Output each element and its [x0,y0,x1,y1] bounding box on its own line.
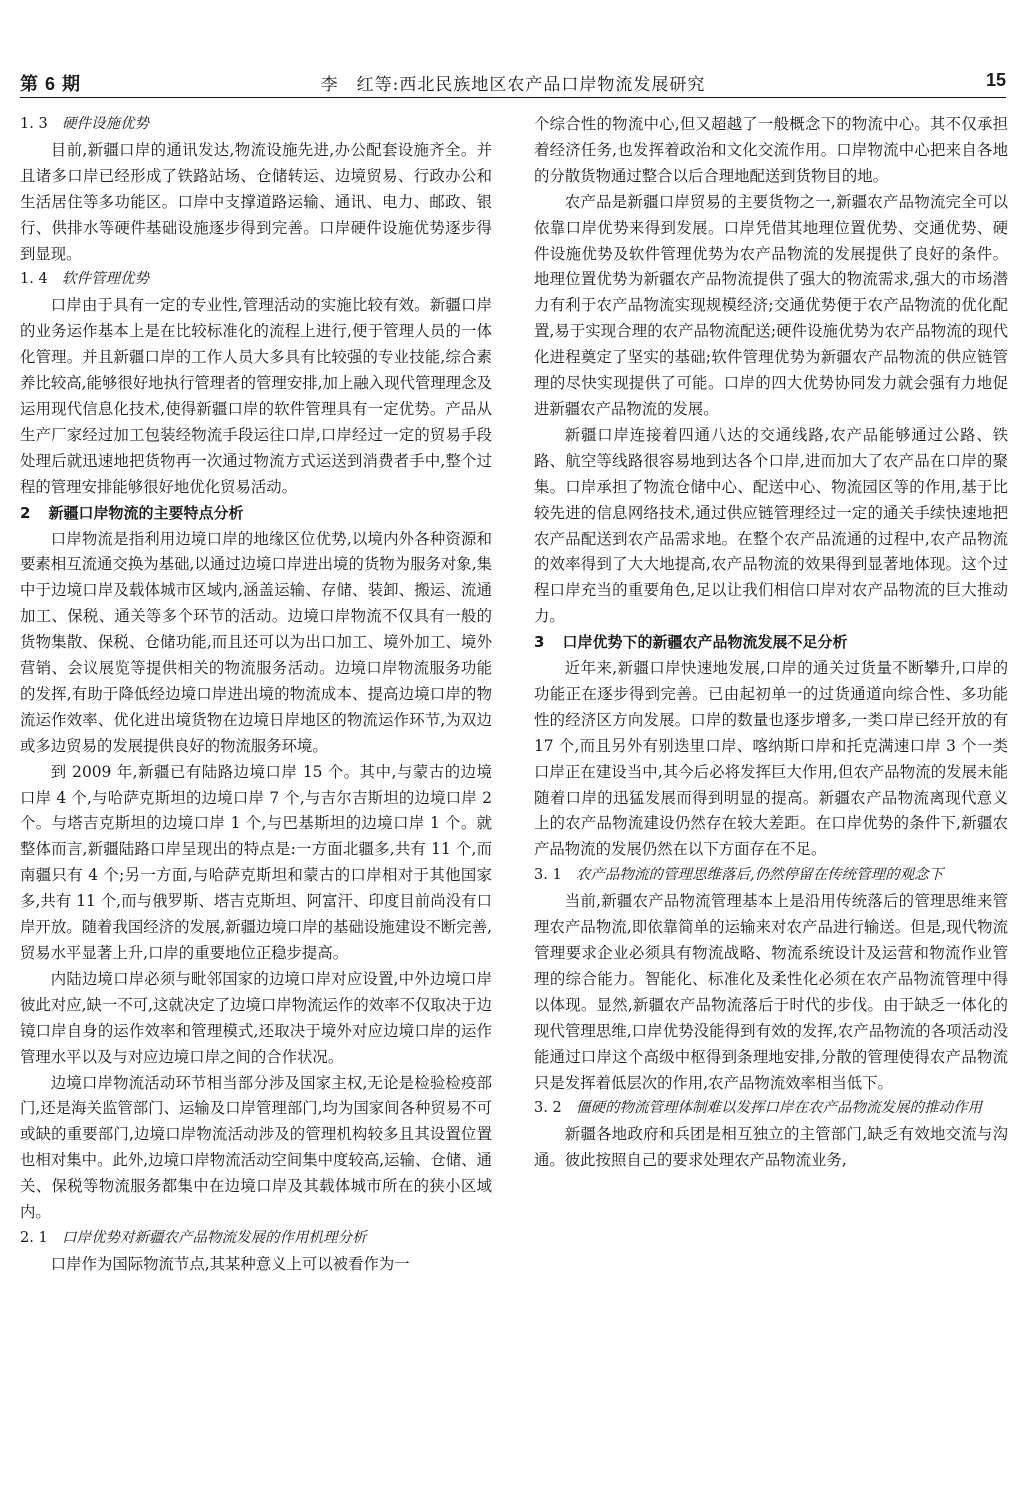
left-column [20,112,492,1278]
section-number: 2 [20,503,31,522]
paragraph-continued: 个综合性的物流中心,但又超越了一般概念下的物流中心。其不仅承担着经济任务,也发挥着政治和文化交流作用。口岸物流中心把来自各地的分散货物通过整合以后合理地配送到货物目的地。 [534,115,1008,185]
section-heading-2-1 [20,1226,492,1252]
article-running-title: 李 红等:西北民族地区农产品口岸物流发展研究 [320,75,706,95]
section-number: 3 [534,633,545,652]
section-title: 农产品物流的管理思维落后,仍然停留在传统管理的观念下 [576,867,944,884]
section-title: 软件管理优势 [62,271,150,288]
paragraph: 农产品是新疆口岸贸易的主要货物之一,新疆农产品物流完全可以依靠口岸优势来得到发展。口岸凭借其地理位置优势、交通优势、硬件设施优势及软件管理优势为农产品物流的发展提供了良好的条件。地理位置优势为新疆农产品物流提供了强大的物流需求,强大的市场潜力有利于农产品物流实现规模经济;交通优势便于农产品物流的优化配置,易于实现合理的农产品物流配送;硬件设施优势为农产品物流的现代化进程奠定了坚实的基础;软件管理优势为新疆农产品物流的供应链管理的尽快实现提供了可能。口岸的四大优势协同发力就会强有力地促进新疆农产品物流的发展。 [534,192,1008,418]
section-number: 3. 1 [534,867,562,884]
section-title: 新疆口岸物流的主要特点分析 [48,503,244,522]
section-heading-3-1 [534,863,1008,889]
page-number: 15 [985,70,1006,90]
section-title: 硬件设施优势 [62,116,150,132]
paragraph: 目前,新疆口岸的通讯发达,物流设施先进,办公配套设施齐全。并且诸多口岸已经形成了铁路站场、仓储转运、边境贸易、行政办公和生活居住等多功能区。口岸中支撑道路运输、通讯、电力、邮政、银行、供排水等硬件基础设施逐步得到完善。口岸硬件设施优势逐步得到显现。 [20,140,492,263]
paragraph: 到 2009 年,新疆已有陆路边境口岸 15 个。其中,与蒙古的边境口岸 4 个,与哈萨克斯坦的边境口岸 7 个,与吉尔吉斯坦的边境口岸 2 个。与塔吉克斯坦的边境口岸 1 个,与巴基斯坦的边境口岸 1 个。就整体而言,新疆陆路口岸呈现出的特点是:一方面北疆多,共有 11 个,而南疆只有 4 个;另一方面,与哈萨克斯坦和蒙古的口岸相对于其他国家多,共有 11 个,而与俄罗斯、塔吉克斯坦、阿富汗、印度目前尚没有口岸开放。随着我国经济的发展,新疆边境口岸的基础设施建设不断完善,贸易水平显著上升,口岸的重要地位正稳步提高。 [20,762,492,962]
section-heading-3-2 [534,1096,1008,1122]
section-number: 3. 2 [534,1100,562,1117]
paragraph: 内陆边境口岸必须与毗邻国家的边境口岸对应设置,中外边境口岸彼此对应,缺一不可,这就决定了边境口岸物流运作的效率不仅取决于边镜口岸自身的运作效率和管理模式,还取决于境外对应边境口岸的运作管理水平以及与对应边境口岸之间的合作状况。 [20,969,492,1066]
section-heading-1-3 [20,112,492,138]
section-title: 口岸优势对新疆农产品物流发展的作用机理分析 [62,1229,367,1246]
header-rule [20,97,1006,98]
section-title: 僵硬的物流管理体制难以发挥口岸在农产品物流发展的推动作用 [576,1100,983,1117]
issue-number: 第 6 期 [20,74,82,94]
section-number: 1. 3 [20,116,48,132]
paragraph: 新疆各地政府和兵团是相互独立的主管部门,缺乏有效地交流与沟通。彼此按照自己的要求处理农产品物流业务, [534,1125,1008,1170]
paragraph: 口岸作为国际物流节点,其某种意义上可以被看作为一 [50,1254,410,1273]
paragraph: 新疆口岸连接着四通八达的交通线路,农产品能够通过公路、铁路、航空等线路很容易地到达各个口岸,进而加大了农产品在口岸的聚集。口岸承担了物流仓储中心、配送中心、物流园区等的作用,基于比较先进的信息网络技术,通过供应链管理经过一定的通关手续快速地把农产品配送到农产品需求地。在整个农产品流通的过程中,农产品物流的效率得到了大大地提高,农产品物流的效果得到显著地体现。这个过程口岸充当的重要角色,足以让我们相信口岸对农产品物流的巨大推动力。 [534,425,1008,626]
section-number: 2. 1 [20,1229,48,1246]
section-heading-3 [534,630,1008,656]
paragraph: 口岸由于具有一定的专业性,管理活动的实施比较有效。新疆口岸的业务运作基本上是在比较标准化的流程上进行,便于管理人员的一体化管理。并且新疆口岸的工作人员大多具有比较强的专业技能,综合素养比较高,能够很好地执行管理者的管理安排,加上融入现代管理理念及运用现代信息化技术,使得新疆口岸的软件管理具有一定优势。产品从生产厂家经过加工包装经物流手段运往口岸,口岸经过一定的贸易手段处理后就迅速地把货物再一次通过物流方式运送到消费者手中,整个过程的管理安排能够很好地优化贸易活动。 [20,296,492,496]
section-number: 1. 4 [20,271,48,288]
paragraph: 当前,新疆农产品物流管理基本上是沿用传统落后的管理思维来管理农产品物流,即依靠简单的运输来对农产品进行输送。但是,现代物流管理要求企业必须具有物流战略、物流系统设计及运营和物流作业管理的综合能力。智能化、标准化及柔性化必须在农产品物流管理中得以体现。显然,新疆农产品物流落后于时代的步伐。由于缺乏一体化的现代管理思维,口岸优势没能得到有效的发挥,农产品物流的各项活动没能通过口岸这个高级中枢得到条理地安排,分散的管理使得农产品物流只是发挥着低层次的作用,农产品物流效率相当低下。 [534,892,1008,1092]
running-head [20,62,1006,96]
section-heading-1-4 [20,267,492,293]
right-column [534,112,1008,1174]
paragraph: 边境口岸物流活动环节相当部分涉及国家主权,无论是检验检疫部门,还是海关监管部门、运输及口岸管理部门,均为国家间各种贸易不可或缺的重要部门,边境口岸物流活动涉及的管理机构较多且其设置位置也相对集中。此外,边境口岸物流活动空间集中度较高,运输、仓储、通关、保税等物流服务都集中在边境口岸及其载体城市所在的狭小区域内。 [20,1073,492,1222]
paragraph: 近年来,新疆口岸快速地发展,口岸的通关过货量不断攀升,口岸的功能正在逐步得到完善。已由起初单一的过货通道向综合性、多功能性的经济区方向发展。口岸的数量也逐步增多,一类口岸已经开放的有 17 个,而且另外有别迭里口岸、喀纳斯口岸和托克满速口岸 3 个一类口岸正在建设当中,其今后必将发挥巨大作用,但农产品物流的发展未能随着口岸的迅猛发展而得到明显的提高。新疆农产品物流离现代意义上的农产品物流建设仍然存在较大差距。在口岸优势的条件下,新疆农产品物流的发展仍然在以下方面存在不足。 [534,659,1008,859]
section-title: 口岸优势下的新疆农产品物流发展不足分析 [562,633,848,652]
section-heading-2 [20,501,492,527]
paragraph: 口岸物流是指利用边境口岸的地缘区位优势,以境内外各种资源和要素相互流通交换为基础,以通过边境口岸进出境的货物为服务对象,集中于边境口岸及载体城市区域内,涵盖运输、存储、装卸、搬运、流通加工、保税、通关等多个环节的活动。边境口岸物流不仅具有一般的货物集散、保税、仓储功能,而且还可以为出口加工、境外加工、境外营销、会议展览等提供相关的物流服务活动。边境口岸物流服务功能的发挥,有助于降低经边境口岸进出境的物流成本、提高边境口岸的物流运作效率、优化进出境货物在边境日岸地区的物流运作环节,为双边或多边贸易的发展提供良好的物流服务环境。 [20,529,492,755]
